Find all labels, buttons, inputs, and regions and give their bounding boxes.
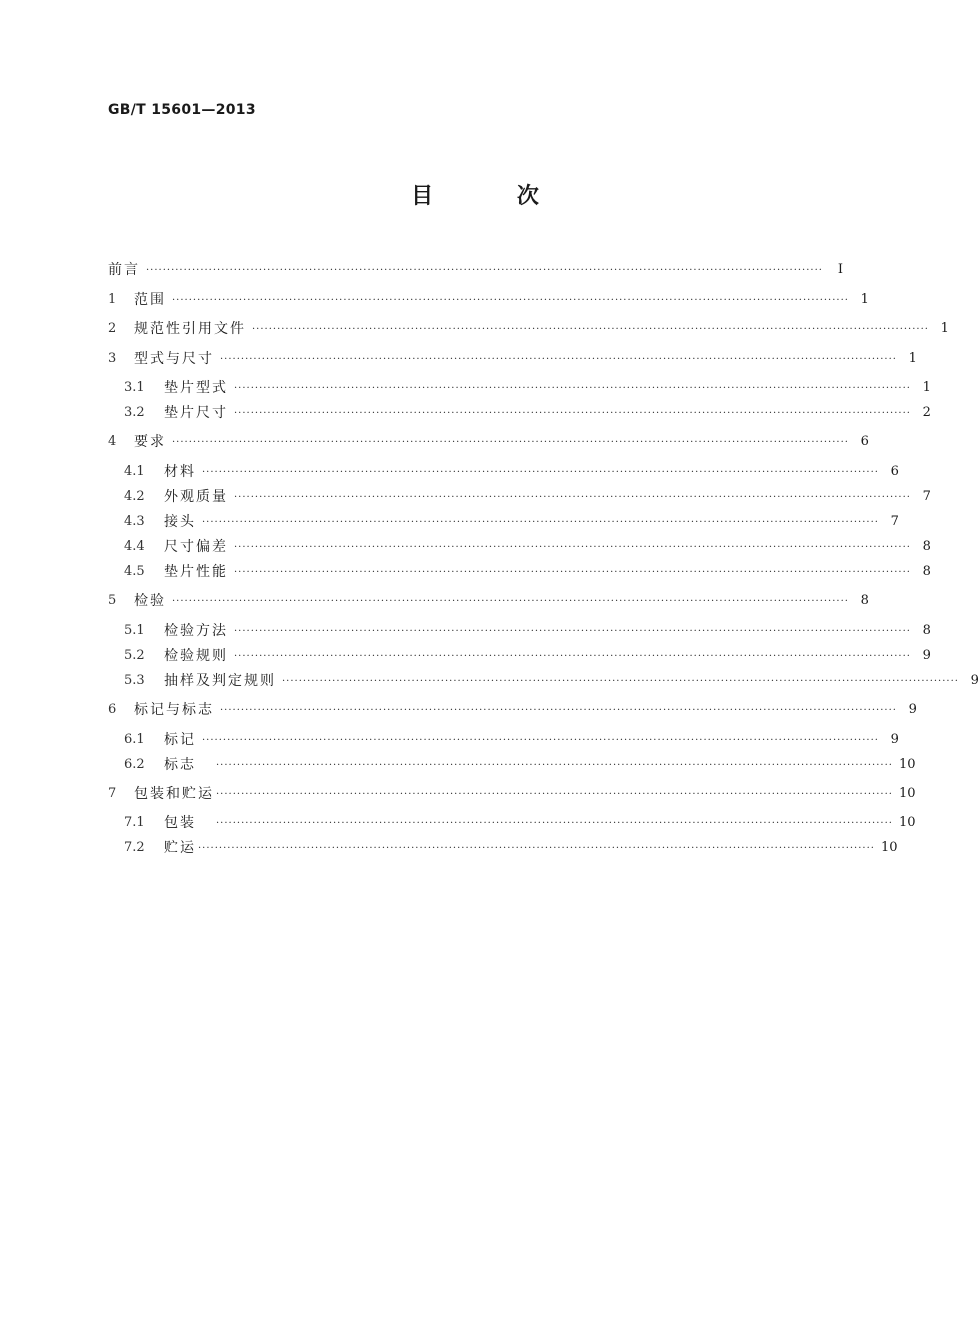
toc-entry-3-2[interactable] <box>108 402 931 424</box>
toc-entry-number: 3 <box>108 351 117 366</box>
toc-entry-4[interactable] <box>108 431 869 453</box>
toc-entry-4-3[interactable] <box>108 511 899 533</box>
toc-entry-label: 垫片尺寸 <box>164 405 228 421</box>
toc-entry-3[interactable] <box>108 348 917 370</box>
toc-leader: ·································································································································································· <box>216 789 893 800</box>
toc-entry-label: 范围 <box>134 292 166 308</box>
toc-leader: ·································································································································································· <box>202 735 879 746</box>
toc-leader: ·································································································································································· <box>172 596 849 607</box>
toc-entry-number: 4.4 <box>124 539 145 554</box>
toc-entry-label: 规范性引用文件 <box>134 321 246 337</box>
toc-entry-number: 4.1 <box>124 464 145 479</box>
toc-entry-label: 垫片型式 <box>164 380 228 396</box>
toc-entry-number: 1 <box>108 292 117 307</box>
toc-entry-page: 1 <box>940 321 949 336</box>
toc-entry-label: 检验方法 <box>164 623 228 639</box>
toc-entry-4-5[interactable] <box>108 561 931 583</box>
toc-entry-page: 9 <box>970 673 979 688</box>
toc-entry-label: 材料 <box>164 464 196 480</box>
toc-entry-7[interactable] <box>108 783 916 805</box>
toc-entry-page: 6 <box>860 434 869 449</box>
toc-leader: ·································································································································································· <box>172 295 849 306</box>
toc-entry-number: 5.3 <box>124 673 145 688</box>
toc-entry-number: 5 <box>108 593 117 608</box>
toc-entry-number: 7 <box>108 786 117 801</box>
toc-entry-7-2[interactable] <box>108 837 898 859</box>
toc-entry-foreword[interactable] <box>108 259 842 281</box>
toc-entry-label: 标记与标志 <box>134 702 214 718</box>
toc-entry-number: 7.2 <box>124 840 145 855</box>
toc-entry-7-1[interactable] <box>108 812 916 834</box>
toc-entry-label: 包装 <box>164 815 196 831</box>
toc-entry-number: 4 <box>108 434 117 449</box>
toc-entry-label: 尺寸偏差 <box>164 539 228 555</box>
toc-entry-page: 1 <box>860 292 869 307</box>
toc-entry-number: 5.2 <box>124 648 145 663</box>
toc-entry-6-1[interactable] <box>108 729 899 751</box>
toc-leader: ·································································································································································· <box>216 760 893 771</box>
toc-entry-number: 4.2 <box>124 489 145 504</box>
table-of-contents <box>108 0 979 1344</box>
toc-entry-label: 垫片性能 <box>164 564 228 580</box>
toc-entry-page: 8 <box>922 623 931 638</box>
toc-leader: ·································································································································································· <box>220 354 897 365</box>
toc-entry-6[interactable] <box>108 699 917 721</box>
toc-entry-number: 6.2 <box>124 757 145 772</box>
toc-entry-number: 5.1 <box>124 623 145 638</box>
toc-entry-number: 2 <box>108 321 117 336</box>
toc-entry-2[interactable] <box>108 318 949 340</box>
toc-entry-page: 1 <box>922 380 931 395</box>
toc-leader: ·································································································································································· <box>220 705 897 716</box>
toc-entry-page: Ⅰ <box>837 262 843 277</box>
toc-entry-page: 1 <box>908 351 917 366</box>
toc-entry-4-4[interactable] <box>108 536 931 558</box>
toc-entry-4-1[interactable] <box>108 461 899 483</box>
toc-entry-number: 6 <box>108 702 117 717</box>
toc-entry-label: 接头 <box>164 514 196 530</box>
toc-entry-page: 10 <box>898 815 916 830</box>
toc-leader: ·································································································································································· <box>202 517 879 528</box>
toc-entry-page: 8 <box>922 564 931 579</box>
toc-entry-5-1[interactable] <box>108 620 931 642</box>
toc-entry-3-1[interactable] <box>108 377 931 399</box>
toc-leader: ·································································································································································· <box>234 542 911 553</box>
toc-entry-page: 6 <box>890 464 899 479</box>
toc-entry-page: 7 <box>890 514 899 529</box>
toc-entry-label: 要求 <box>134 434 166 450</box>
toc-entry-label: 检验规则 <box>164 648 228 664</box>
toc-entry-number: 3.1 <box>124 380 145 395</box>
toc-entry-label: 抽样及判定规则 <box>164 673 276 689</box>
toc-entry-page: 10 <box>898 757 916 772</box>
toc-entry-page: 10 <box>880 840 898 855</box>
toc-entry-number: 6.1 <box>124 732 145 747</box>
toc-entry-6-2[interactable] <box>108 754 916 776</box>
toc-entry-page: 9 <box>908 702 917 717</box>
toc-leader: ·································································································································································· <box>216 818 893 829</box>
toc-entry-5-2[interactable] <box>108 645 931 667</box>
toc-entry-5-3[interactable] <box>108 670 979 692</box>
toc-entry-page: 7 <box>922 489 931 504</box>
toc-entry-number: 3.2 <box>124 405 145 420</box>
toc-entry-label: 贮运 <box>164 840 196 856</box>
toc-leader: ·································································································································································· <box>234 492 911 503</box>
toc-leader: ·································································································································································· <box>198 843 875 854</box>
toc-entry-label: 前言 <box>108 262 140 278</box>
toc-entry-page: 8 <box>922 539 931 554</box>
toc-leader: ·································································································································································· <box>252 324 929 335</box>
toc-leader: ·································································································································································· <box>234 408 911 419</box>
toc-leader: ·································································································································································· <box>202 467 879 478</box>
toc-entry-label: 型式与尺寸 <box>134 351 214 367</box>
toc-entry-number: 4.5 <box>124 564 145 579</box>
toc-leader: ·································································································································································· <box>172 437 849 448</box>
toc-entry-page: 8 <box>860 593 869 608</box>
toc-entry-page: 9 <box>890 732 899 747</box>
toc-entry-label: 标志 <box>164 757 196 773</box>
toc-leader: ·································································································································································· <box>146 265 823 276</box>
toc-entry-label: 检验 <box>134 593 166 609</box>
standard-code: GB/T 15601—2013 <box>108 102 256 118</box>
toc-entry-number: 7.1 <box>124 815 145 830</box>
toc-entry-page: 2 <box>922 405 931 420</box>
toc-entry-page: 10 <box>898 786 916 801</box>
toc-entry-1[interactable] <box>108 289 869 311</box>
toc-leader: ·································································································································································· <box>234 651 911 662</box>
toc-entry-label: 外观质量 <box>164 489 228 505</box>
toc-entry-number: 4.3 <box>124 514 145 529</box>
toc-leader: ·································································································································································· <box>234 383 911 394</box>
toc-entry-page: 9 <box>922 648 931 663</box>
toc-leader: ·································································································································································· <box>234 626 911 637</box>
page-title: 目 次 <box>411 184 577 209</box>
toc-leader: ·································································································································································· <box>234 567 911 578</box>
toc-entry-5[interactable] <box>108 590 869 612</box>
toc-leader: ·································································································································································· <box>282 676 959 687</box>
toc-entry-label: 包装和贮运 <box>134 786 214 802</box>
toc-entry-4-2[interactable] <box>108 486 931 508</box>
toc-entry-label: 标记 <box>164 732 196 748</box>
